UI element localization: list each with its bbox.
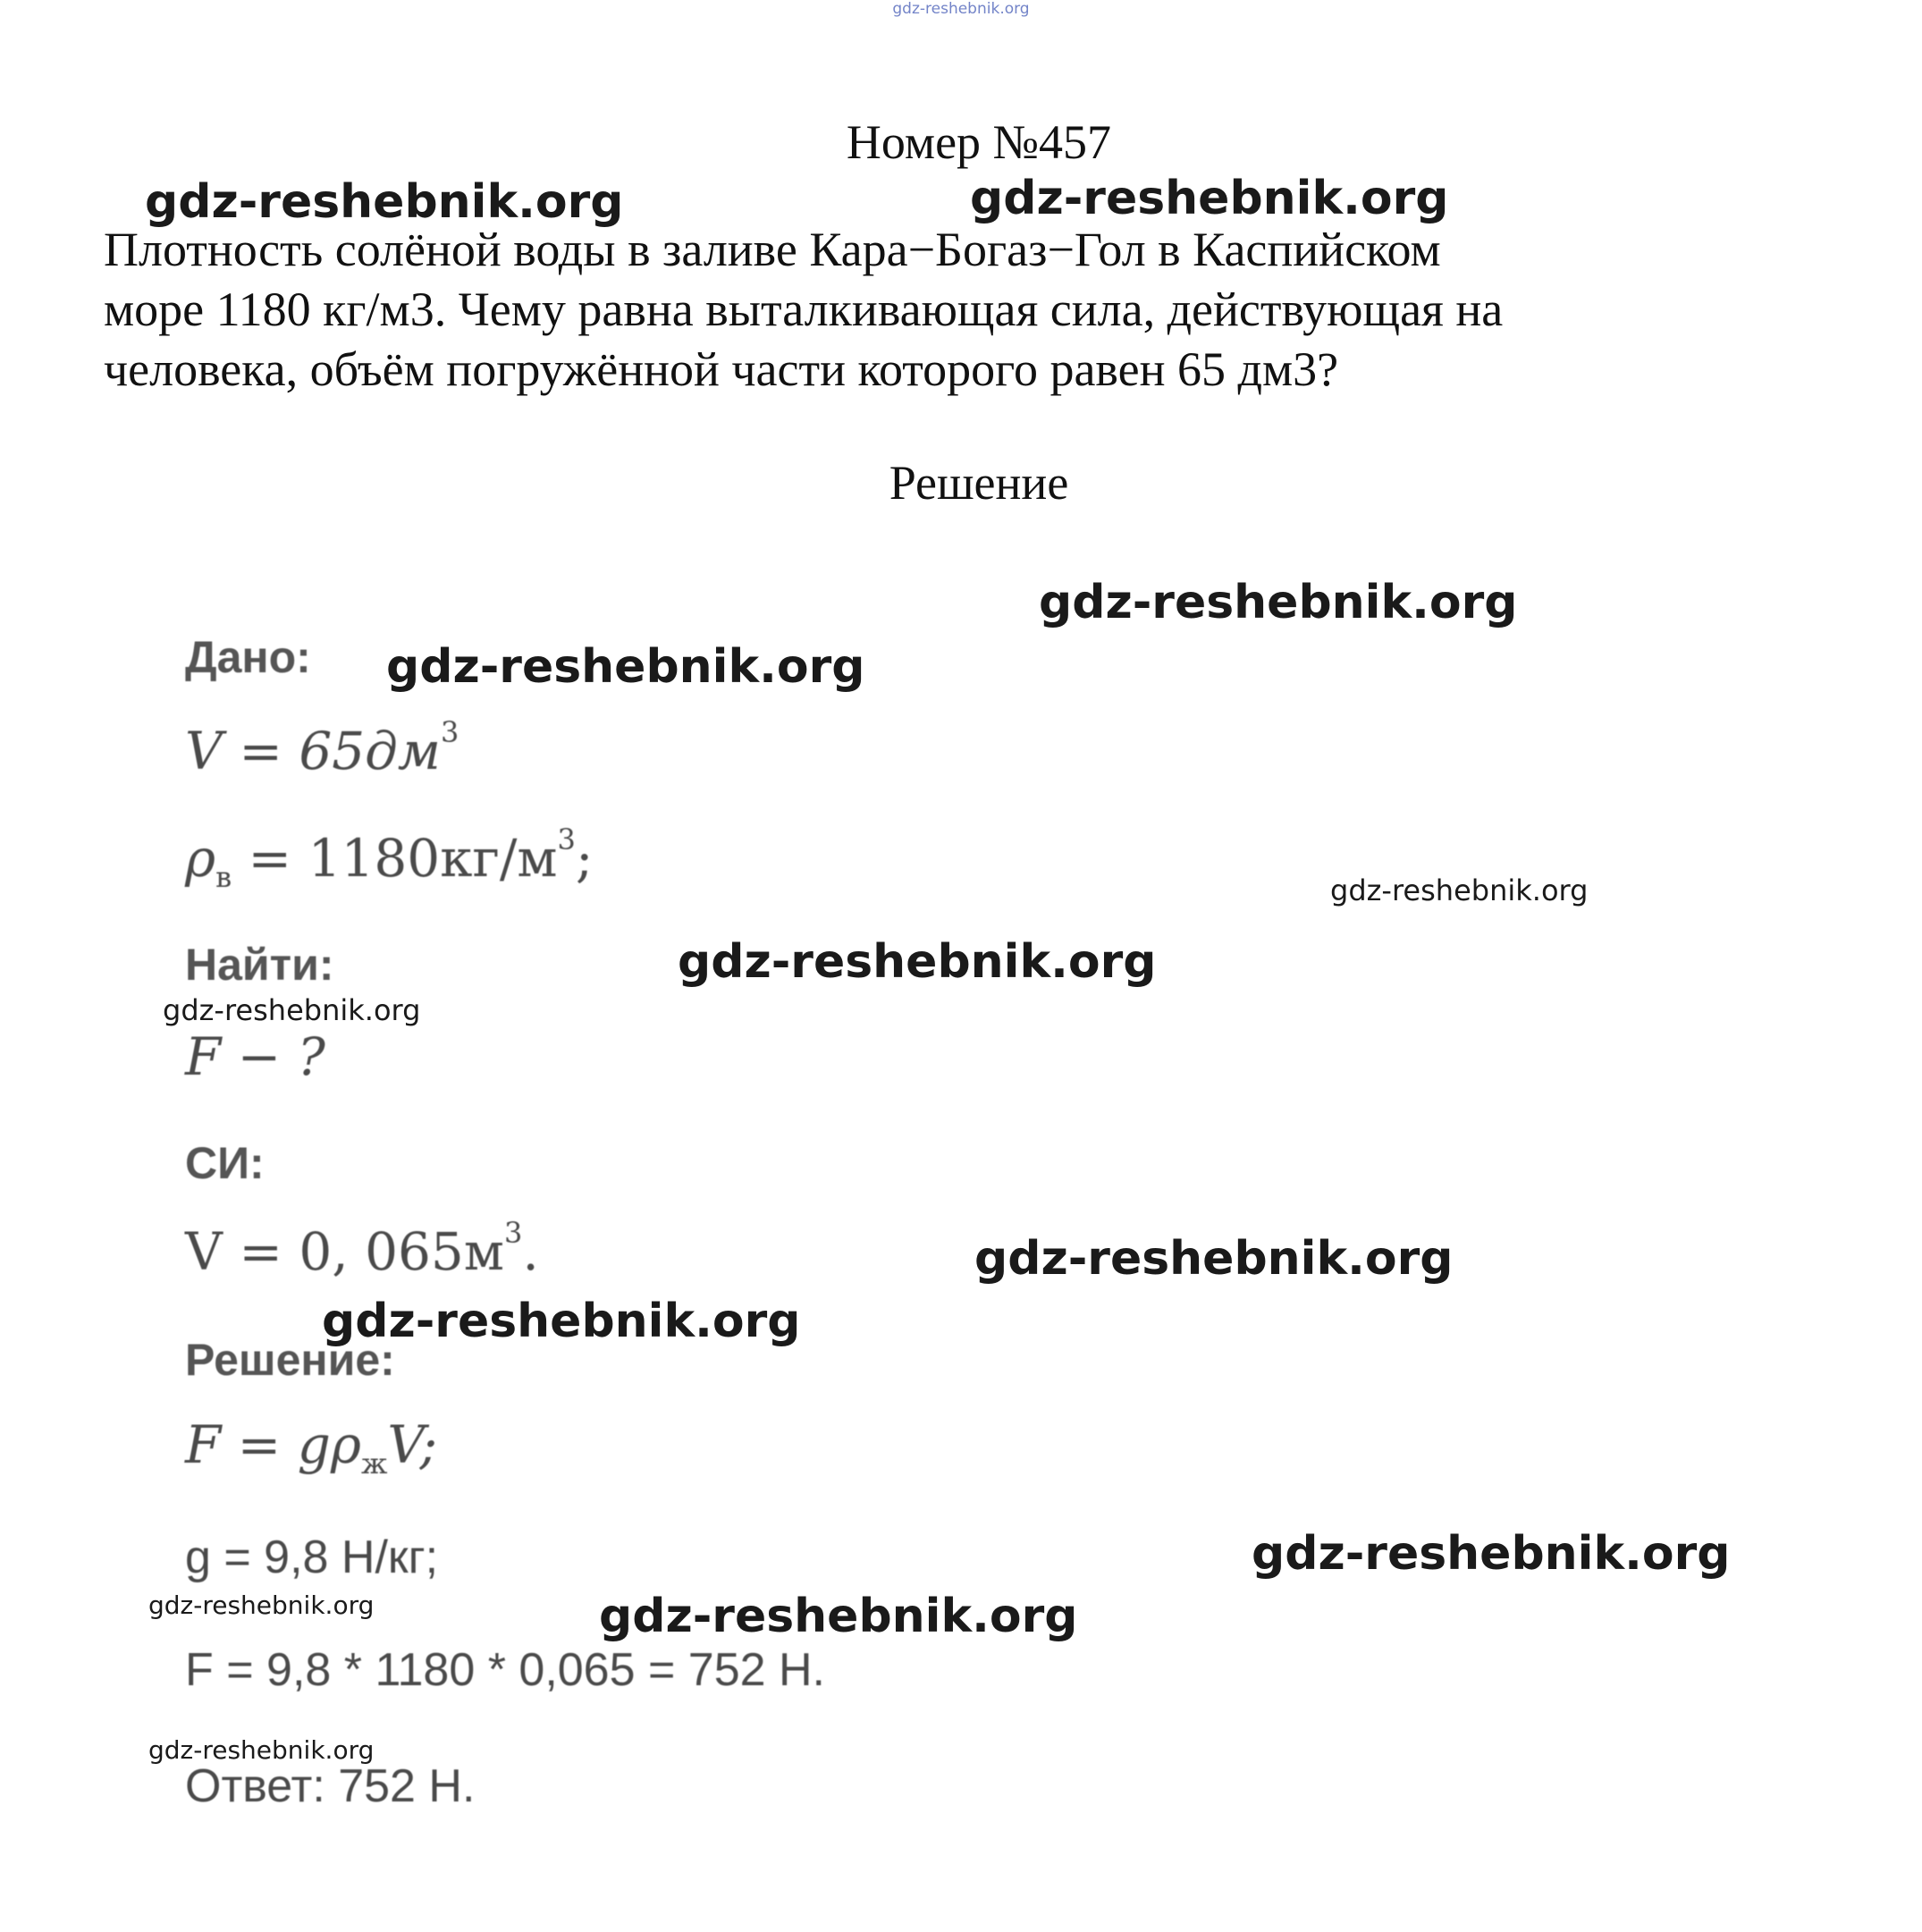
density-symbol: ρ (185, 828, 216, 889)
density-value: = 1180кг/м (232, 828, 558, 889)
given-volume-text: V = 65дм (185, 721, 442, 781)
problem-statement (104, 220, 1856, 400)
watermark: gdz-reshebnik.org (322, 1295, 801, 1348)
density-subscript: в (215, 860, 232, 894)
formula-subscript: ж (360, 1447, 388, 1481)
watermark: gdz-reshebnik.org (386, 640, 865, 694)
page-title: Номер №457 (846, 115, 1112, 169)
given-density (185, 823, 593, 894)
si-label: СИ: (185, 1138, 265, 1188)
si-volume-exponent: 3 (503, 1216, 523, 1250)
density-end: ; (575, 828, 594, 889)
solution-heading: Решение (889, 456, 1069, 510)
watermark: gdz-reshebnik.org (970, 172, 1449, 225)
given-volume (185, 715, 459, 781)
watermark: gdz-reshebnik.org (163, 993, 421, 1027)
formula-lhs: F = gρ (185, 1414, 361, 1475)
answer: Ответ: 752 Н. (185, 1760, 476, 1812)
given-label: Дано: (185, 632, 311, 682)
watermark: gdz-reshebnik.org (148, 1735, 375, 1765)
watermark: gdz-reshebnik.org (145, 175, 624, 229)
formula (185, 1414, 437, 1481)
watermark: gdz-reshebnik.org (599, 1590, 1078, 1643)
calculation: F = 9,8 * 1180 * 0,065 = 752 Н. (185, 1644, 825, 1696)
given-volume-exponent: 3 (441, 715, 459, 749)
top-watermark: gdz-reshebnik.org (892, 0, 1030, 18)
watermark: gdz-reshebnik.org (678, 935, 1157, 989)
density-exponent: 3 (557, 823, 576, 856)
si-volume-end: . (522, 1221, 539, 1282)
problem-line: человека, объём погружённой части которого равен 65 дм3? (104, 342, 1339, 396)
problem-line: море 1180 кг/м3. Чему равна выталкивающая сила, действующая на (104, 283, 1504, 336)
watermark: gdz-reshebnik.org (1252, 1527, 1731, 1581)
si-volume-text: V = 0, 065м (185, 1221, 504, 1282)
watermark: gdz-reshebnik.org (974, 1232, 1454, 1286)
si-volume (185, 1216, 539, 1282)
solution-label: Решение: (185, 1335, 395, 1385)
formula-end: V; (387, 1414, 437, 1475)
find-label: Найти: (185, 940, 334, 990)
watermark: gdz-reshebnik.org (1039, 576, 1518, 629)
problem-line: Плотность солёной воды в заливе Кара−Богаз−Гол в Каспийском (104, 223, 1441, 276)
find-value: F − ? (185, 1026, 325, 1087)
g-value: g = 9,8 Н/кг; (185, 1531, 439, 1583)
watermark: gdz-reshebnik.org (148, 1590, 375, 1620)
watermark: gdz-reshebnik.org (1330, 873, 1589, 907)
